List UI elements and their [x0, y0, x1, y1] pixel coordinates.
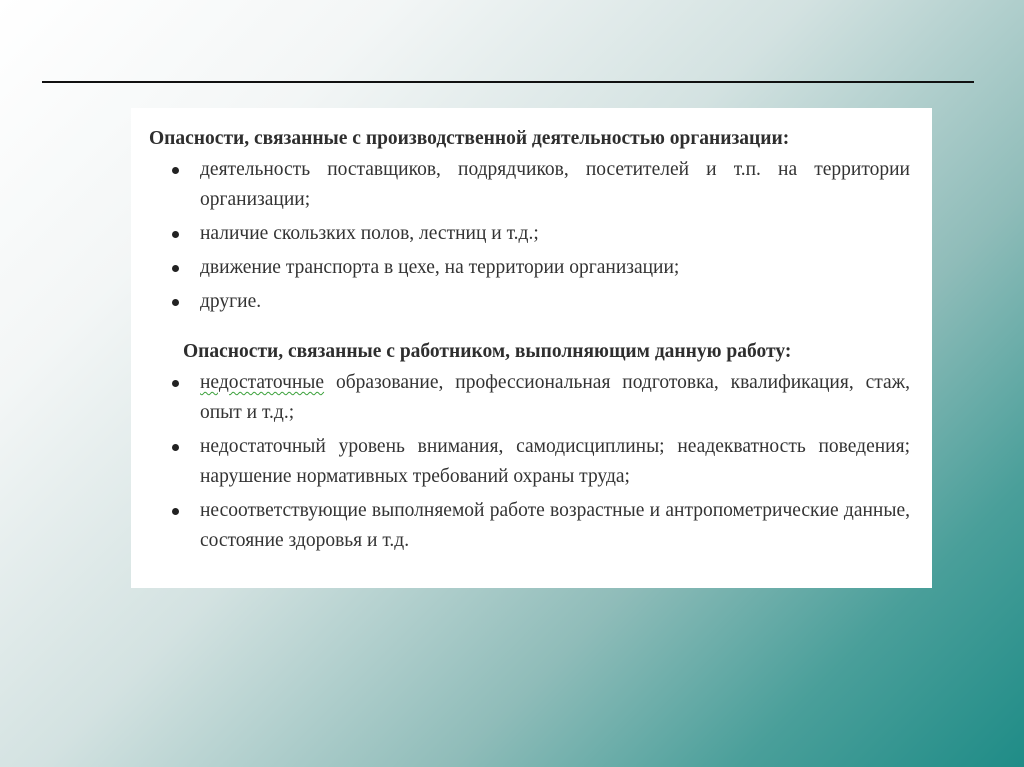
list-item-text: деятельность поставщиков, подрядчиков, посетителей и т.п. на территории организации; — [200, 159, 910, 210]
list-item-text: движение транспорта в цехе, на территории организации; — [200, 257, 680, 278]
spellcheck-underlined-word: недостаточные — [200, 372, 325, 393]
list-item-text: недостаточный уровень внимания, самодисциплины; неадекватность поведения; нарушение нормативных требований охраны труда; — [200, 436, 910, 487]
list-item-text-rest: образование, профессиональная подготовка, квалификация, стаж, опыт и т.д.; — [200, 372, 910, 423]
production-hazards-list — [149, 155, 910, 317]
list-item — [149, 432, 910, 492]
bullet-icon — [172, 299, 179, 306]
list-item-text — [200, 372, 910, 423]
list-item — [149, 155, 910, 215]
list-item-text: наличие скользких полов, лестниц и т.д.; — [200, 223, 539, 244]
worker-hazards-list — [149, 368, 910, 556]
list-item — [149, 219, 910, 249]
section-heading-production-hazards: Опасности, связанные с производственной деятельностью организации: — [149, 128, 790, 149]
bullet-icon — [172, 444, 179, 451]
list-item-text: другие. — [200, 291, 262, 312]
bullet-icon — [172, 265, 179, 272]
slide-divider-line — [42, 81, 974, 83]
bullet-icon — [172, 508, 179, 515]
list-item — [149, 496, 910, 556]
bullet-icon — [172, 167, 179, 174]
bullet-icon — [172, 380, 179, 387]
section-heading-worker-hazards: Опасности, связанные с работником, выполняющим данную работу: — [183, 341, 792, 362]
list-item — [149, 368, 910, 428]
bullet-icon — [172, 231, 179, 238]
document-excerpt — [131, 108, 932, 588]
list-item — [149, 253, 910, 283]
list-item — [149, 287, 910, 317]
list-item-text: несоответствующие выполняемой работе возрастные и антропометрические данные, состояние здоровья и т.д. — [200, 500, 910, 551]
